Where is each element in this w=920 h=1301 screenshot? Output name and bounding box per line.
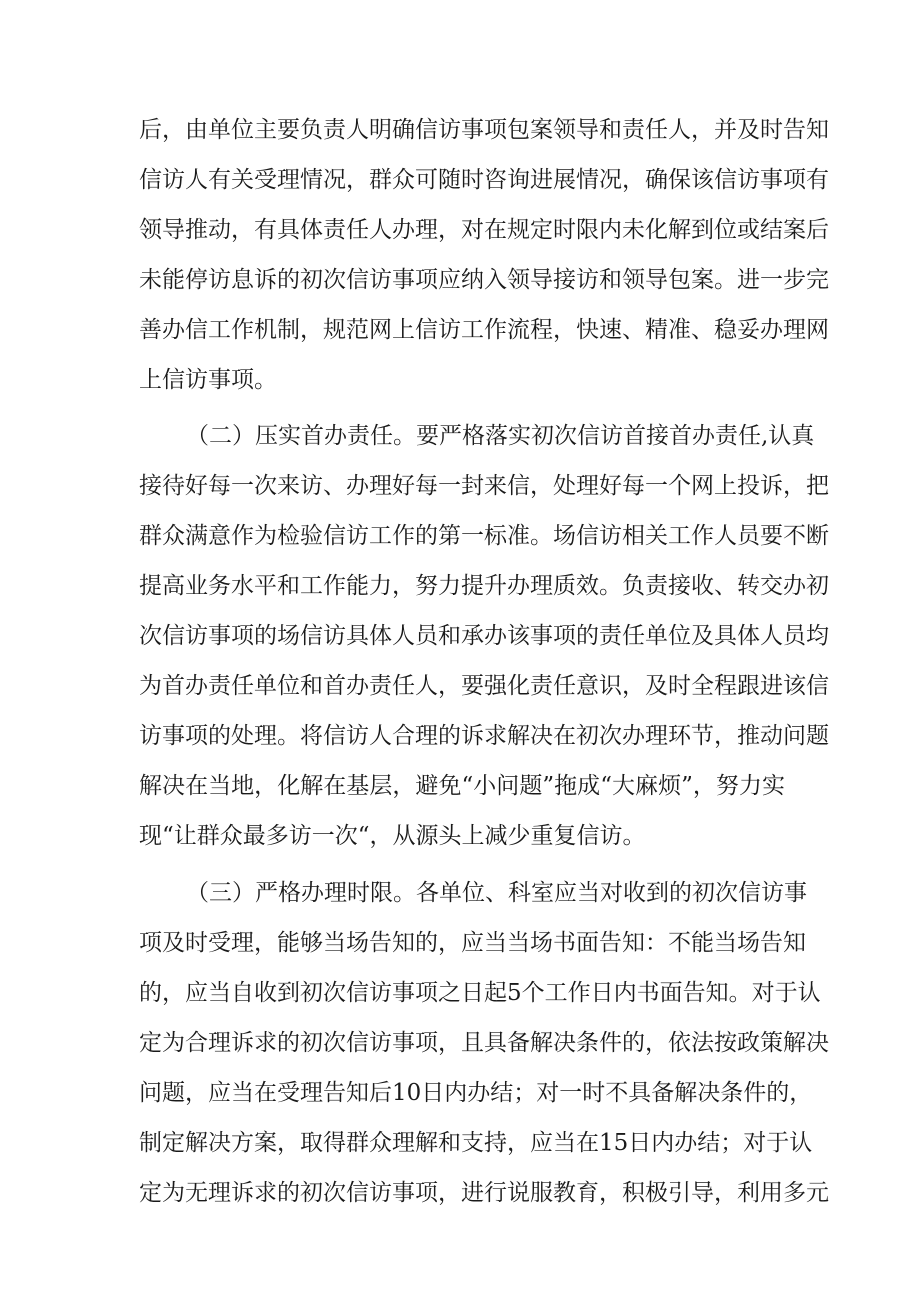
text-line: 领导推动，有具体责任人办理，对在规定时限内未化解到位或结案后 bbox=[139, 217, 829, 243]
text-line: 提高业务水平和工作能力，努力提升办理质效。负责接收、转交办初 bbox=[139, 573, 829, 599]
text-line: 次信访事项的场信访具体人员和承办该事项的责任单位及具体人员均 bbox=[139, 623, 829, 649]
text-line: 项及时受理，能够当场告知的，应当当场书面告知：不能当场告知 bbox=[139, 930, 806, 956]
text-line: 定为合理诉求的初次信访事项，且具备解决条件的，依法按政策解决 bbox=[139, 1030, 829, 1056]
text-line: 后，由单位主要负责人明确信访事项包案领导和责任人，并及时告知 bbox=[139, 117, 829, 143]
text-line: 信访人有关受理情况，群众可随时咨询进展情况，确保该信访事项有 bbox=[139, 167, 829, 193]
paragraph-heading-line: （二）压实首办责任。要严格落实初次信访首接首办责任,认真 bbox=[186, 423, 815, 449]
text-line: 访事项的处理。将信访人合理的诉求解决在初次办理环节，推动问题 bbox=[139, 723, 829, 749]
text-line: 现“让群众最多访一次“，从源头上减少重复信访。 bbox=[139, 823, 646, 849]
text-line: 上信访事项。 bbox=[139, 367, 277, 393]
text-line: 为首办责任单位和首办责任人，要强化责任意识，及时全程跟进该信 bbox=[139, 673, 829, 699]
text-line: 未能停访息诉的初次信访事项应纳入领导接访和领导包案。进一步完 bbox=[139, 267, 829, 293]
text-line: 善办信工作机制，规范网上信访工作流程，快速、精准、稳妥办理网 bbox=[139, 317, 829, 343]
text-line: 接待好每一次来访、办理好每一封来信，处理好每一个网上投诉，把 bbox=[139, 473, 829, 499]
text-line: 解决在当地，化解在基层，避免“小问题”拖成“大麻烦”，努力实 bbox=[139, 773, 785, 799]
paragraph-heading-line: （三）严格办理时限。各单位、科室应当对收到的初次信访事 bbox=[186, 880, 807, 906]
text-line: 制定解决方案，取得群众理解和支持，应当在15日内办结；对于认 bbox=[139, 1130, 813, 1156]
text-line: 定为无理诉求的初次信访事项，进行说服教育，积极引导，利用多元 bbox=[139, 1180, 829, 1206]
text-line: 的，应当自收到初次信访事项之日起5个工作日内书面告知。对于认 bbox=[139, 980, 821, 1006]
text-line: 问题，应当在受理告知后10日内办结；对一时不具备解决条件的， bbox=[139, 1080, 813, 1106]
text-line: 群众满意作为检验信访工作的第一标准。场信访相关工作人员要不断 bbox=[139, 523, 829, 549]
